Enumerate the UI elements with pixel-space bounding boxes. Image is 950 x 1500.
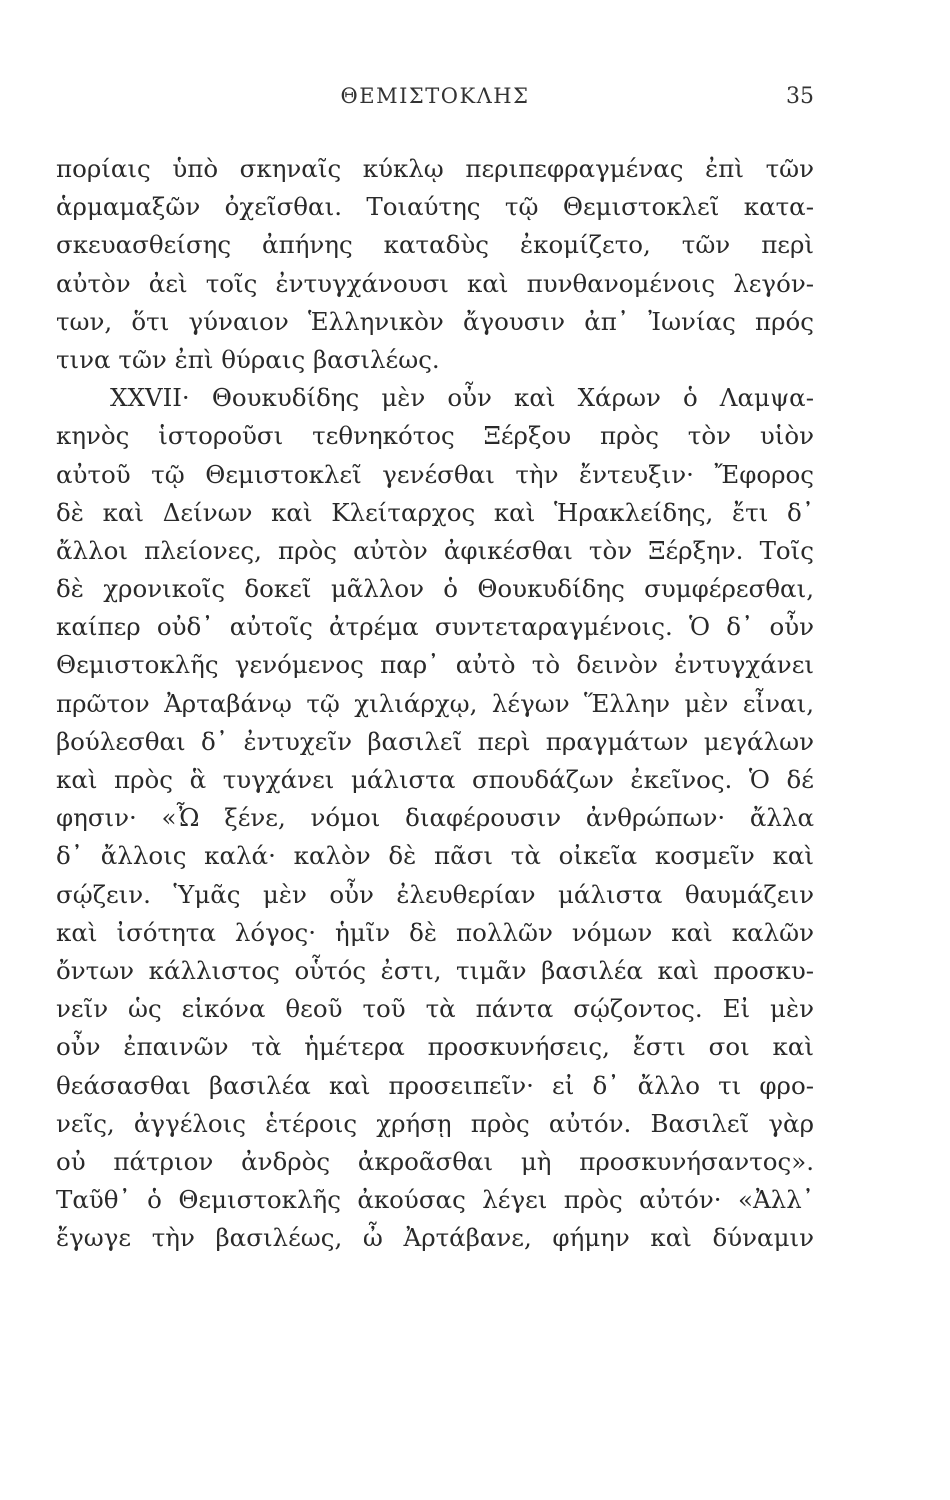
text-line: αὐτὸν ἀεὶ τοῖς ἐντυγχάνουσι καὶ πυνθανομένοις λεγόν- [56, 268, 814, 298]
text-line: αὐτοῦ τῷ Θεμιστοκλεῖ γενέσθαι τὴν ἔντευξιν· Ἔφορος [56, 459, 814, 489]
text-line: καὶ πρὸς ἃ τυγχάνει μάλιστα σπουδάζων ἐκεῖνος. Ὁ δέ [56, 765, 814, 794]
text-line: πρῶτον Ἀρταβάνῳ τῷ χιλιάρχῳ, λέγων Ἕλλην μὲν εἶναι, [56, 688, 814, 718]
text-line: θεάσασθαι βασιλέα καὶ προσειπεῖν· εἰ δ᾽ ἄλλο τι φρο- [56, 1070, 814, 1100]
text-line: νεῖν ὡς εἰκόνα θεοῦ τοῦ τὰ πάντα σῴζοντος. Εἰ μὲν [56, 994, 814, 1024]
text-line: δὲ καὶ Δείνων καὶ Κλείταρχος καὶ Ἡρακλείδης, ἔτι δ᾽ [56, 497, 814, 527]
text-line: Θεμιστοκλῆς γενόμενος παρ᾽ αὐτὸ τὸ δεινὸν ἐντυγχάνει [56, 650, 814, 680]
text-line: ἄλλοι πλείονες, πρὸς αὐτὸν ἀφικέσθαι τὸν Ξέρξην. Τοῖς [56, 535, 814, 565]
text-line: Ταῦθ᾽ ὁ Θεμιστοκλῆς ἀκούσας λέγει πρὸς αὐτόν· «Ἀλλ᾽ [56, 1185, 814, 1215]
text-line: νεῖς, ἀγγέλοις ἑτέροις χρήσῃ πρὸς αὐτόν. Βασιλεῖ γὰρ [56, 1108, 814, 1138]
text-line: σκευασθείσης ἀπήνης καταδὺς ἐκομίζετο, τῶν περὶ [56, 230, 814, 260]
text-line: οὐ πάτριον ἀνδρὸς ἀκροᾶσθαι μὴ προσκυνήσαντος». [56, 1146, 814, 1176]
page-number: 35 [786, 84, 814, 109]
text-line: πορίαις ὑπὸ σκηναῖς κύκλῳ περιπεφραγμένας ἐπὶ τῶν [56, 154, 814, 183]
text-line: των, ὅτι γύναιον Ἑλληνικὸν ἄγουσιν ἀπ᾽ Ἰωνίας πρός [56, 306, 814, 336]
text-line: ἁρμαμαξῶν ὀχεῖσθαι. Τοιαύτης τῷ Θεμιστοκλεῖ κατα- [56, 192, 814, 222]
text-line: καὶ ἰσότητα λόγος· ἡμῖν δὲ πολλῶν νόμων καὶ καλῶν [56, 917, 814, 947]
text-line: καίπερ οὐδ᾽ αὐτοῖς ἀτρέμα συντεταραγμένοις. Ὁ δ᾽ οὖν [56, 612, 814, 642]
running-title: ΘΕΜΙΣΤΟΚΛΗΣ [340, 84, 530, 108]
text-line: σῴζειν. Ὑμᾶς μὲν οὖν ἐλευθερίαν μάλιστα θαυμάζειν [56, 879, 814, 909]
text-line: φησιν· «Ὦ ξένε, νόμοι διαφέρουσιν ἀνθρώπων· ἄλλα [56, 803, 814, 833]
text-line: τινα τῶν ἐπὶ θύραις βασιλέως. [56, 344, 440, 374]
text-line: ὄντων κάλλιστος οὗτός ἐστι, τιμᾶν βασιλέα καὶ προσκυ- [56, 955, 814, 985]
text-line: δ᾽ ἄλλοις καλά· καλὸν δὲ πᾶσι τὰ οἰκεῖα κοσμεῖν καὶ [56, 841, 814, 871]
text-line: οὖν ἐπαινῶν τὰ ἡμέτερα προσκυνήσεις, ἔστι σοι καὶ [56, 1032, 814, 1062]
text-line: κηνὸς ἱστοροῦσι τεθνηκότος Ξέρξου πρὸς τὸν υἱὸν [56, 421, 814, 451]
text-line: ἔγωγε τὴν βασιλέως, ὦ Ἀρτάβανε, φήμην καὶ δύναμιν [56, 1223, 814, 1253]
text-line: βούλεσθαι δ᾽ ἐντυχεῖν βασιλεῖ περὶ πραγμάτων μεγάλων [56, 726, 814, 756]
chapter-start-line: XXVII· Θουκυδίδης μὲν οὖν καὶ Χάρων ὁ Λαμψα- [110, 383, 814, 413]
body-text [56, 150, 814, 1257]
page-header [56, 84, 814, 114]
text-line: δὲ χρονικοῖς δοκεῖ μᾶλλον ὁ Θουκυδίδης συμφέρεσθαι, [56, 574, 814, 604]
